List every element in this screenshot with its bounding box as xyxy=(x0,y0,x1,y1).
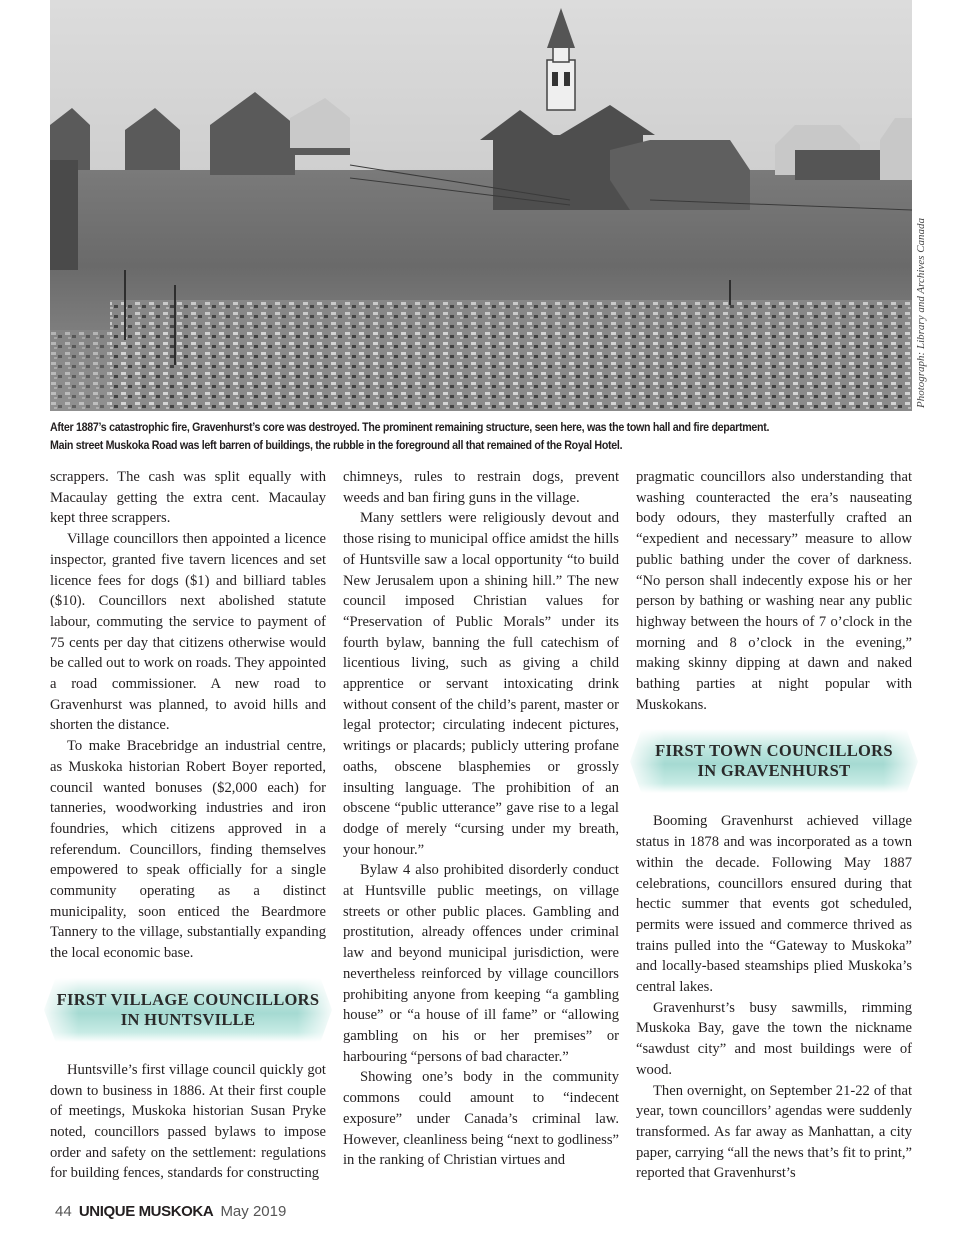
heading-line-2: IN HUNTSVILLE xyxy=(120,1009,256,1029)
paragraph: Showing one’s body in the community commons could amount to “indecent exposure” under Canada’s criminal law. However, cleanliness being “next to godliness” in the ranking of Christian virtues and xyxy=(343,1069,619,1169)
section-heading-text xyxy=(655,741,893,781)
heading-line-1: FIRST TOWN COUNCILLORS xyxy=(655,741,893,761)
paragraph: scrappers. The cash was split equally with Macaulay getting the extra cent. Macaulay kept three scrappers. xyxy=(50,469,326,527)
archival-photo xyxy=(50,0,912,411)
paragraph: Then overnight, on September 21-22 of that year, town councillors’ agendas were suddenly transformed. As far away as Manhattan, a city paper, carrying “all the news that’s fit to print,” reported that Gravenhurst’s xyxy=(636,1082,912,1182)
section-heading-huntsville xyxy=(44,978,332,1042)
article-column-1 xyxy=(50,467,326,1184)
page-footer xyxy=(55,1203,286,1220)
photo-illustration xyxy=(50,0,912,411)
caption-line-2: Main street Muskoka Road was left barren of buildings, the rubble in the foreground all that remained of the Royal Hotel. xyxy=(50,438,623,452)
article-column-2 xyxy=(343,467,619,1171)
paragraph: Booming Gravenhurst achieved village status in 1878 and was incorporated as a town within the decade. Following May 1887 celebrations, councillors ensured during that hectic summer that events got scheduled, permits were issued and commerce thrived as trains pulled into the “Gateway to Muskoka” and locally-based steamships plied Muskoka’s central lakes. xyxy=(636,813,912,996)
section-heading-text xyxy=(57,990,320,1030)
issue-date: May 2019 xyxy=(220,1203,287,1220)
paragraph: To make Bracebridge an industrial centre, as Muskoka historian Robert Boyer reported, council wanted bonuses ($2,000 each) for tanneries, woodworking industries and iron foundries, which citizens approved in a referendum. Councillors, finding themselves empowered to speak officially for a single community operating as a distinct municipality, soon enticed the Beardmore Tannery to the village, substantially expanding the local economic base. xyxy=(50,738,326,962)
paragraph: Many settlers were religiously devout and those rising to municipal office amidst the hills of Huntsville saw a local opportunity “to build New Jerusalem upon a shining hill.” The new council imposed Christian values for “Preservation of Public Morals” under its fourth bylaw, banning the full catechism of licentious living, such as giving a child apprentice or servant intoxicating drink without consent of the child’s parent, master or legal protector; circulating indecent pictures, writings or placards; publicly uttering profane oaths, obscene blasphemies or grossly insulting language. The prohibition of an obscene “public utterance” gave rise to a legal dodge of merely “cursing under my breath, your honour.” xyxy=(343,510,619,858)
caption-line-1: After 1887’s catastrophic fire, Gravenhurst’s core was destroyed. The prominent remaining structure, seen here, was the town hall and fire department. xyxy=(50,420,770,434)
section-heading-gravenhurst xyxy=(630,729,918,793)
photo-credit: Photograph: Library and Archives Canada xyxy=(915,217,927,408)
paragraph: Bylaw 4 also prohibited disorderly conduct at Huntsville public meetings, on village streets or other public places. Gambling and prostitution, already offences under criminal law and beyond municipal jurisdiction, were nevertheless reinforced by village councillors prohibiting anyone from keeping “a gambling house” or “a house of ill fame” or “allowing gambling on his or her premises” or harbouring “persons of bad character.” xyxy=(343,862,619,1065)
heading-line-2: IN GRAVENHURST xyxy=(697,761,851,781)
article-column-3 xyxy=(636,467,912,1184)
photo-caption xyxy=(50,418,919,454)
paragraph: Huntsville’s first village council quickly got down to business in 1886. At their first couple of meetings, Muskoka historian Susan Pryke noted, councillors passed bylaws to impose order and safety on the settlement: regulations for building fences, standards for constructing xyxy=(50,1061,326,1182)
magazine-name: UNIQUE MUSKOKA xyxy=(78,1203,214,1220)
page-number: 44 xyxy=(55,1203,72,1220)
heading-line-1: FIRST VILLAGE COUNCILLORS xyxy=(56,989,320,1009)
paragraph: Gravenhurst’s busy sawmills, rimming Muskoka Bay, gave the town the nickname “sawdust city” and most buildings were of wood. xyxy=(636,999,912,1078)
paragraph: pragmatic councillors also understanding that washing counteracted the era’s nauseating body odours, they masterfully crafted an “expedient and necessary” measure to allow public bathing under the cover of darkness. “No person shall indecently expose his or her person by bathing or washing near any public highway between the hours of 7 o’clock in the morning and 8 o’clock in the evening,” making skinny dipping at dawn and naked bathing parties at night popular with Muskokans. xyxy=(636,469,912,713)
paragraph: Village councillors then appointed a licence inspector, granted five tavern licences and set licence fees for dogs ($1) and billiard tables ($10). Councillors next abolished statute labour, commuting the service to payment of 75 cents per day that citizens otherwise would be called out to work on roads. They appointed a road commissioner. A new road to Gravenhurst was planned, to avoid hills and shorten the distance. xyxy=(50,531,326,734)
paragraph: chimneys, rules to restrain dogs, prevent weeds and ban firing guns in the village. xyxy=(343,469,619,506)
